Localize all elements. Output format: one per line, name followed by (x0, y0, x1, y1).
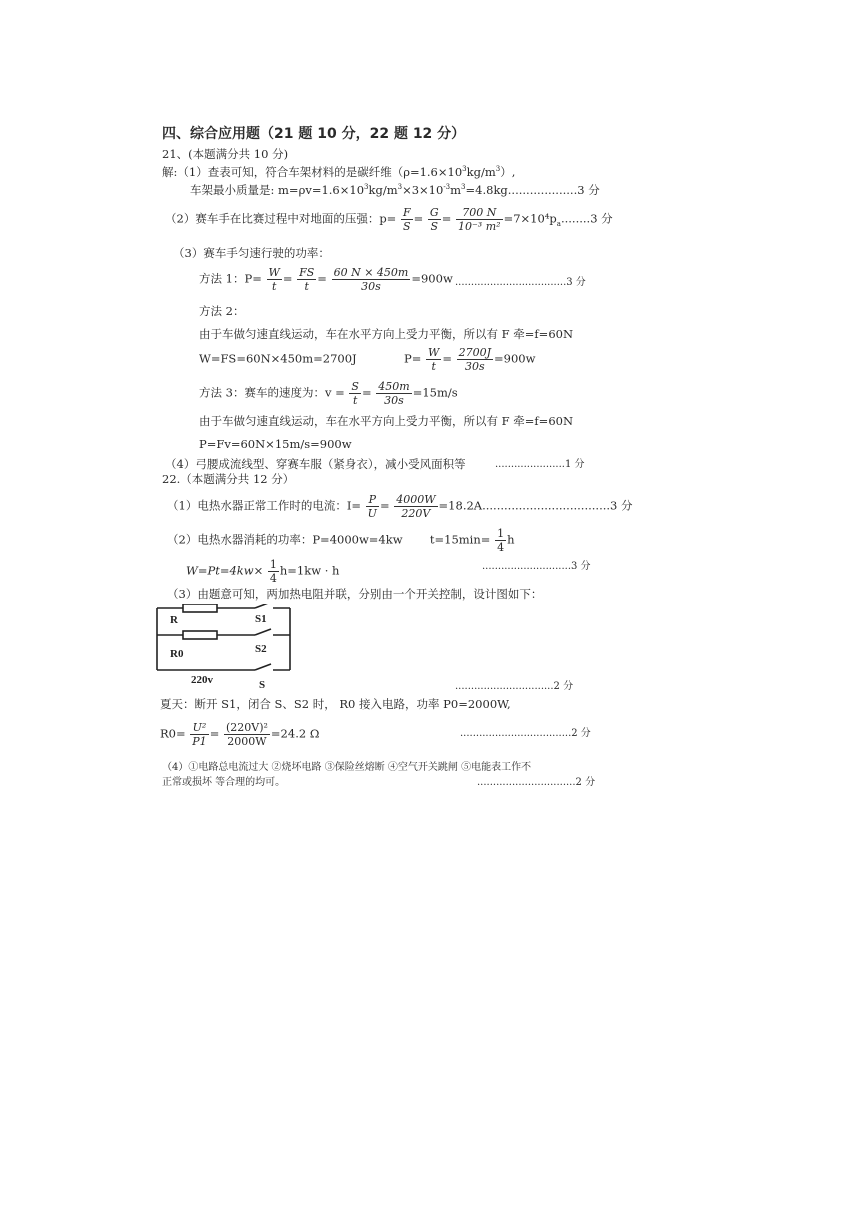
fraction-one-quarter: $\frac{1}{4}$ (497, 527, 505, 554)
fraction-f-over-s: $\frac{F}{S}$ (402, 206, 411, 233)
fraction-w-over-t: $\frac{W}{t}$ (268, 266, 280, 293)
fraction-2700j: $\frac{2700J}{30s}$ (458, 346, 492, 373)
q21-part1-line2: 车架最小质量是: $m=\rho v=1.6\times 10^3kg/m^3\times 3\times 10^{-3}m^3=4.8kg...................3$ 分 (190, 182, 600, 197)
label-220v: 220v (191, 674, 213, 686)
q21-part4-score: ......................1 分 (495, 459, 585, 470)
q22-part4-line1: （4）①电路总电流过大 ②烧坏电路 ③保险丝熔断 ④空气开关跳闸 ⑤电能表工作不 (162, 762, 532, 773)
q22-part2: （2）电热水器消耗的功率：P=4000w=4kw t=15min= $\frac{1}{4}$ h (167, 527, 515, 554)
q21-method1-score: ...................................3 分 (455, 277, 586, 288)
fraction-4000w-220v: $\frac{4000W}{220V}$ (396, 493, 436, 520)
label-s2: S2 (255, 643, 267, 655)
q21-method3-line1: 方法 3：赛车的速度为：v = $\frac{S}{t}$ = $\frac{450m}{30s}$ =15m/s (199, 380, 458, 407)
resistor-r0 (183, 631, 217, 639)
fraction-p-over-u: $\frac{P}{U}$ (367, 493, 377, 520)
fraction-s-over-t: $\frac{S}{t}$ (351, 380, 359, 407)
switch-s1 (255, 604, 271, 608)
q22-r0-formula: R0= $\frac{\text{U²}}{P1}$ = $\frac{\text{(220V)²}}{2000W}$ =24.2 Ω (160, 721, 320, 748)
label-s1: S1 (255, 613, 267, 625)
q22-header: 22.（本题满分共 12 分） (162, 472, 295, 486)
label-r0: R0 (170, 648, 184, 660)
fraction-60n-450m: $\frac{60 N \times 450m}{30s}$ (333, 266, 409, 293)
section-title: 四、综合应用题（21 题 10 分，22 题 12 分） (162, 126, 466, 142)
q21-part3-head: （3）赛车手匀速行驶的功率： (173, 246, 330, 260)
q21-part2-line: （2）赛车手在比赛过程中对地面的压强：p= $\frac{F}{S}$ = $\frac{G}{S}$ = $\frac{700 N}{\text{10⁻³ m²}}$ $=7\times 10^4p_a........3$ 分 (165, 206, 613, 233)
label-r: R (170, 614, 178, 626)
circuit-diagram (155, 604, 305, 690)
resistor-r (183, 604, 217, 612)
q22-part3-score: ...............................2 分 (455, 681, 574, 692)
q22-part3: （3）由题意可知，两加热电阻并联，分别由一个开关控制，设计图如下： (167, 587, 543, 601)
q21-part4: （4）弓腰成流线型、穿赛车服（紧身衣），减小受风面积等 (165, 457, 466, 471)
q21-method2-line1: 由于车做匀速直线运动，车在水平方向上受力平衡，所以有 F 牵=f=60N (199, 327, 574, 341)
fraction-w-over-t-2: $\frac{W}{t}$ (428, 346, 440, 373)
q21-method1: 方法 1：P= $\frac{W}{t}$ = $\frac{FS}{t}$ = $\frac{60 N \times 450m}{30s}$ =900w (199, 266, 453, 293)
q21-header: 21、(本题满分共 10 分) (162, 147, 289, 161)
q21-part1-line1: 解:（1）查表可知，符合车架材料的是碳纤维$(\rho=1.6\times 10^3kg/m^3)$, (162, 164, 516, 179)
q22-summer-line: 夏天：断开 S1，闭合 S、S2 时， R0 接入电路，功率 P0=2000W, (160, 697, 511, 711)
switch-s2 (255, 629, 271, 635)
q22-part4-score: ...............................2 分 (477, 777, 596, 788)
q21-method2-head: 方法 2： (199, 304, 245, 318)
switch-s (255, 664, 271, 670)
fraction-fs-over-t: $\frac{FS}{t}$ (299, 266, 315, 293)
q21-method2-line2: W=FS=60N×450m=2700J P= $\frac{W}{t}$ = $\frac{2700J}{30s}$ =900w (199, 346, 536, 373)
label-s: S (259, 679, 266, 690)
q22-part4-line2: 正常或损坏 等合理的均可。 (162, 777, 286, 788)
q22-r0-score: ...................................2 分 (460, 728, 591, 739)
fraction-450m: $\frac{450m}{30s}$ (378, 380, 410, 407)
fraction-220v-2000w: $\frac{\text{(220V)²}}{2000W}$ (225, 721, 268, 748)
q22-part2-line2: W=Pt=4kw× $\frac{1}{4}$ h=1kw · h (186, 558, 340, 585)
fraction-g-over-s: $\frac{G}{S}$ (429, 206, 439, 233)
q21-method3-line2: 由于车做匀速直线运动，车在水平方向上受力平衡，所以有 F 牵=f=60N (199, 414, 574, 428)
fraction-one-quarter-2: $\frac{1}{4}$ (269, 558, 277, 585)
q22-part1: （1）电热水器正常工作时的电流：I= $\frac{P}{U}$ = $\frac{4000W}{220V}$ =18.2A...................................3 分 (167, 493, 633, 520)
q21-method3-line3: P=Fv=60N×15m/s=900w (199, 437, 352, 451)
q22-part2-score: ............................3 分 (482, 561, 591, 572)
fraction-u2-over-p1: $\frac{\text{U²}}{P1}$ (192, 721, 207, 748)
fraction-700n: $\frac{700 N}{\text{10⁻³ m²}}$ (458, 206, 501, 233)
